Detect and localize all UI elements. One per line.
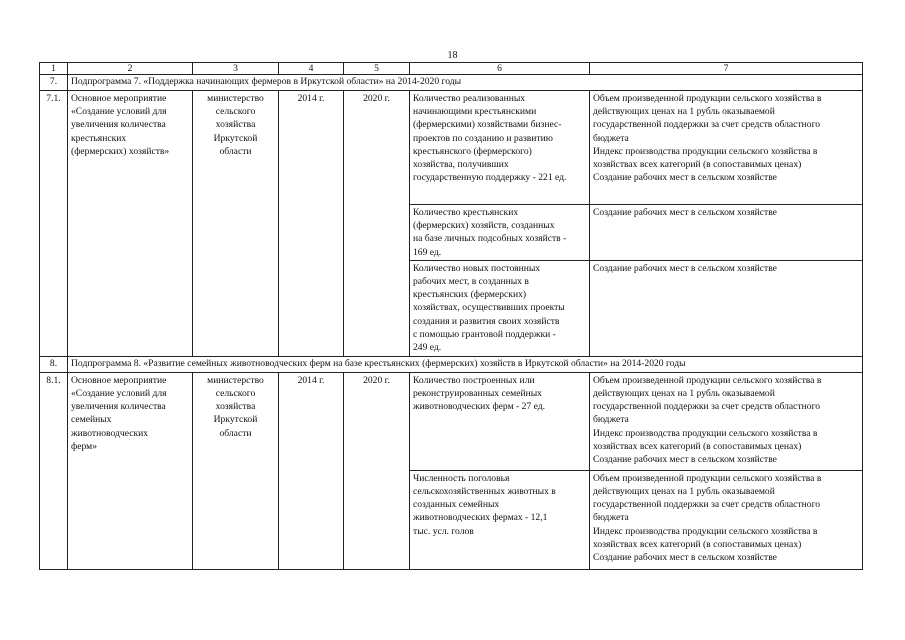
header-row: [40, 63, 863, 75]
row-8-1-executor: министерство сельского хозяйства Иркутской области: [193, 372, 279, 569]
row-7-1-event: Основное мероприятие «Создание условий для увеличения количества крестьянских (фермерских) хозяйств»: [68, 91, 193, 357]
row-8-1-end: 2020 г.: [344, 372, 410, 569]
program-table: [39, 62, 863, 570]
header-col-4: 4: [279, 63, 344, 75]
header-col-5: 5: [344, 63, 410, 75]
subprogram-7-number: 7.: [40, 75, 68, 91]
header-col-1: 1: [40, 63, 68, 75]
row-8-1-number: 8.1.: [40, 372, 68, 569]
header-col-2: 2: [68, 63, 193, 75]
header-col-6: 6: [410, 63, 590, 75]
row-7-1-executor: министерство сельского хозяйства Иркутской области: [193, 91, 279, 357]
row-7-1-end: 2020 г.: [344, 91, 410, 357]
row-8-1-indicator-1-text: Количество построенных или реконструированных семейных животноводческих ферм - 27 ед.: [410, 372, 590, 470]
row-7-1-indicator-1-text: Количество реализованных начинающими крестьянскими (фермерскими) хозяйствами бизнес- проектов по созданию и развитию крестьянского (фермерского) хозяйства, получивших государственную поддержку - 221 ед.: [410, 91, 590, 205]
subprogram-8-row: [40, 356, 863, 372]
subprogram-7-row: [40, 75, 863, 91]
page-number: 18: [447, 50, 458, 61]
row-8-1-start: 2014 г.: [279, 372, 344, 569]
row-7-1-indicator-1-results: Объем произведенной продукции сельского хозяйства в действующих ценах на 1 рубль оказываемой государственной поддержки за счет средств областного бюджета Индекс производства продукции сельского хозяйства в хозяйствах всех категорий (в сопоставимых ценах) Создание рабочих мест в сельском хозяйстве: [590, 91, 863, 205]
row-7-1-indicator-3-results: Создание рабочих мест в сельском хозяйстве: [590, 260, 863, 356]
row-7-1-indicator-2-text: Количество крестьянских (фермерских) хозяйств, созданных на базе личных подсобных хозяйств - 169 ед.: [410, 205, 590, 261]
row-7-1-indicator-3-text: Количество новых постоянных рабочих мест, в созданных в крестьянских (фермерских) хозяйствах, осуществивших проекты создания и развития своих хозяйств с помощью грантовой поддержки - 249 ед.: [410, 260, 590, 356]
row-8-1-indicator-1: [40, 372, 863, 470]
row-7-1-number: 7.1.: [40, 91, 68, 357]
row-7-1-indicator-1: [40, 91, 863, 205]
row-8-1-indicator-2-results: Объем произведенной продукции сельского хозяйства в действующих ценах на 1 рубль оказываемой государственной поддержки за счет средств областного бюджета Индекс производства продукции сельского хозяйства в хозяйствах всех категорий (в сопоставимых ценах) Создание рабочих мест в сельском хозяйстве: [590, 470, 863, 569]
row-8-1-indicator-1-results: Объем произведенной продукции сельского хозяйства в действующих ценах на 1 рубль оказываемой государственной поддержки за счет средств областного бюджета Индекс производства продукции сельского хозяйства в хозяйствах всех категорий (в сопоставимых ценах) Создание рабочих мест в сельском хозяйстве: [590, 372, 863, 470]
header-col-3: 3: [193, 63, 279, 75]
row-8-1-event: Основное мероприятие «Создание условий для увеличения количества семейных животноводческих ферм»: [68, 372, 193, 569]
header-col-7: 7: [590, 63, 863, 75]
subprogram-7-title: Подпрограмма 7. «Поддержка начинающих фермеров в Иркутской области» на 2014-2020 годы: [68, 75, 863, 91]
row-7-1-start: 2014 г.: [279, 91, 344, 357]
row-8-1-indicator-2-text: Численность поголовья сельскохозяйственных животных в созданных семейных животноводческих фермах - 12,1 тыс. усл. голов: [410, 470, 590, 569]
subprogram-8-title: Подпрограмма 8. «Развитие семейных животноводческих ферм на базе крестьянских (фермерских) хозяйств в Иркутской области» на 2014-2020 годы: [68, 356, 863, 372]
subprogram-8-number: 8.: [40, 356, 68, 372]
row-7-1-indicator-2-results: Создание рабочих мест в сельском хозяйстве: [590, 205, 863, 261]
